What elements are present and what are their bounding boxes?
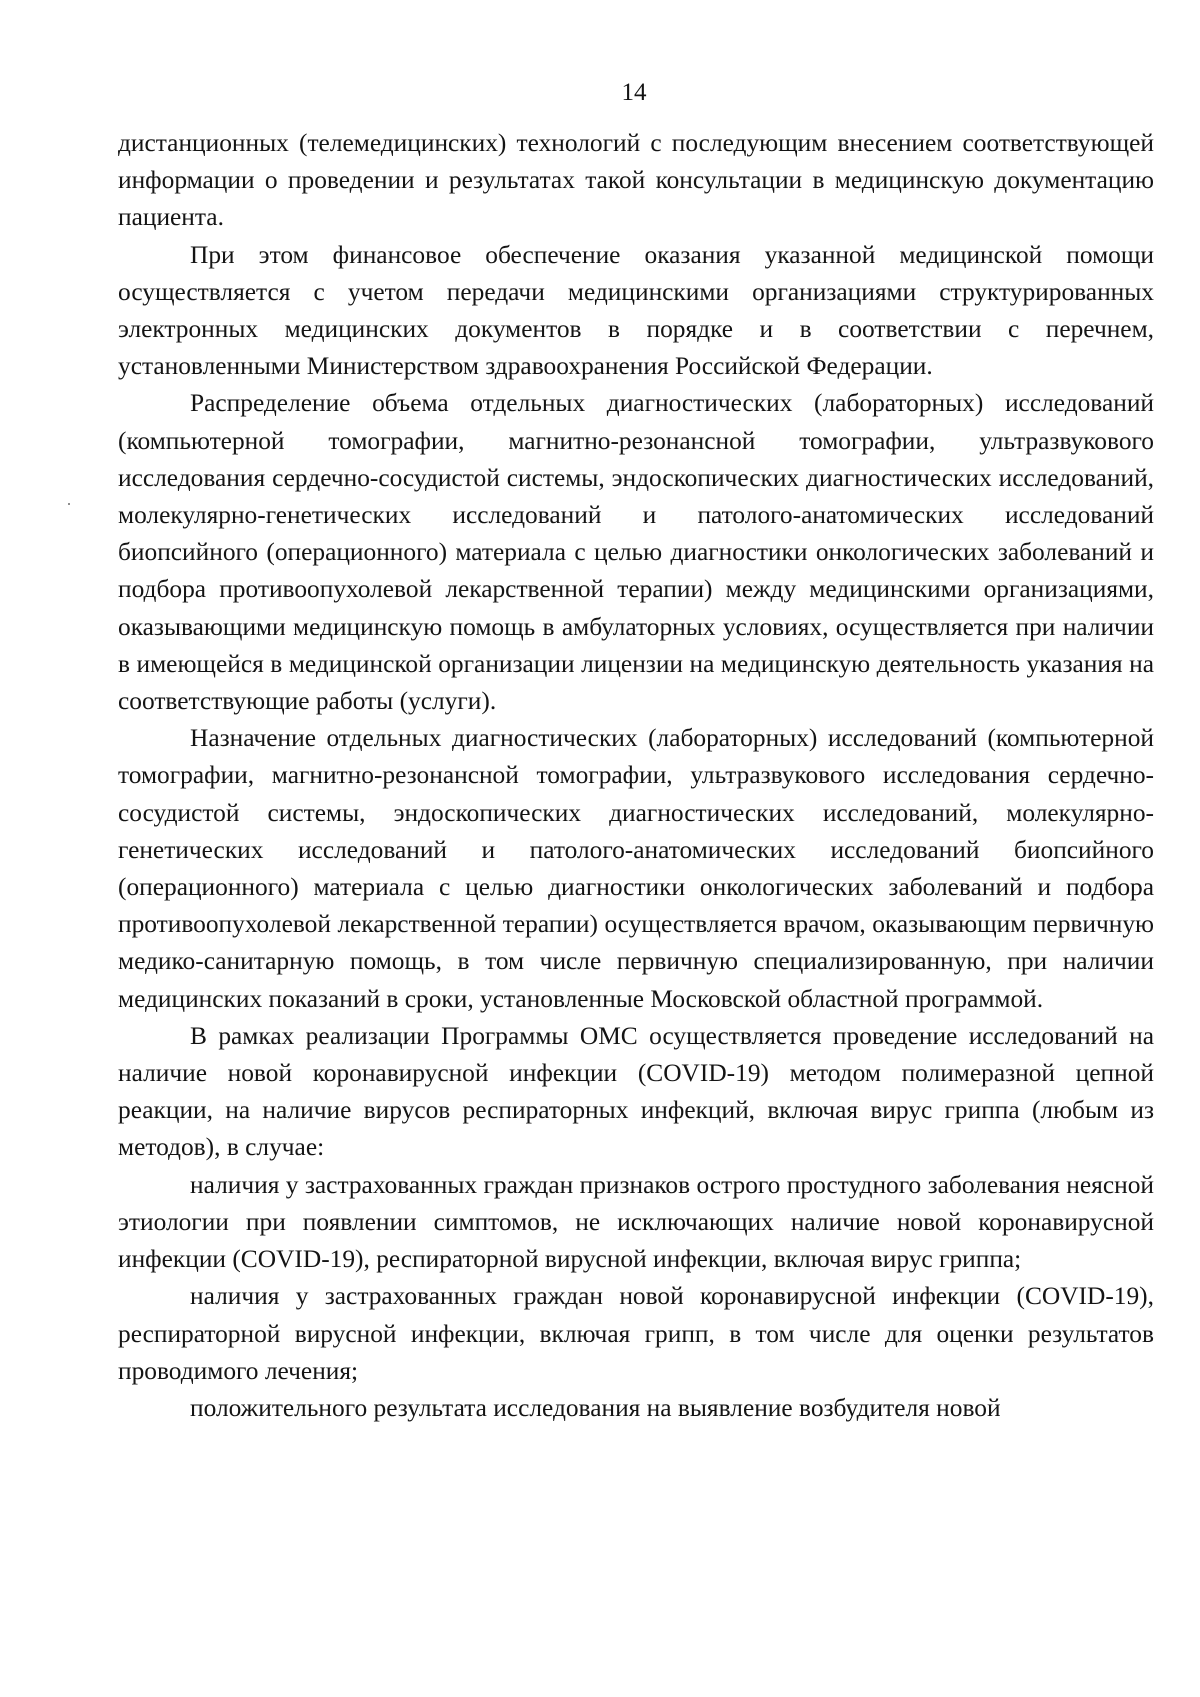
- list-item-infection: наличия у застрахованных граждан новой коронавирусной инфекции (COVID-19), респираторной вирусной инфекции, включая грипп, в том числе для оценки результатов проводимого лечения;: [118, 1282, 1154, 1385]
- list-item-positive-result: положительного результата исследования на выявление возбудителя новой: [190, 1393, 1001, 1422]
- document-body: [118, 125, 1154, 1427]
- scan-artifact-dot: [68, 503, 70, 505]
- paragraph-covid-testing: В рамках реализации Программы ОМС осуществляется проведение исследований на наличие новой коронавирусной инфекции (COVID-19) методом полимеразной цепной реакции, на наличие вирусов респираторных инфекций, включая вирус гриппа (любым из методов), в случае:: [118, 1021, 1154, 1162]
- page-number: 14: [621, 79, 647, 106]
- paragraph-distribution: Распределение объема отдельных диагностических (лабораторных) исследований (компьютерной томографии, магнитно-резонансной томографии, ультразвукового исследования сердечно-сосудистой системы, эндоскопических диагностических исследований, молекулярно-генетических исследований и патолого-анатомических исследований биопсийного (операционного) материала с целью диагностики онкологических заболеваний и подбора противоопухолевой лекарственной терапии) между медицинскими организациями, оказывающими медицинскую помощь в амбулаторных условиях, осуществляется при наличии в имеющейся в медицинской организации лицензии на медицинскую деятельность указания на соответствующие работы (услуги).: [118, 389, 1154, 716]
- paragraph-financing: При этом финансовое обеспечение оказания указанной медицинской помощи осуществляется с учетом передачи медицинскими организациями структурированных электронных медицинских документов в порядке и в соответствии с перечнем, установленными Министерством здравоохранения Российской Федерации.: [118, 240, 1154, 381]
- list-item-symptoms: наличия у застрахованных граждан признаков острого простудного заболевания неясной этиологии при появлении симптомов, не исключающих наличие новой коронавирусной инфекции (COVID-19), респираторной вирусной инфекции, включая вирус гриппа;: [118, 1170, 1154, 1274]
- paragraph-continuation: дистанционных (телемедицинских) технологий с последующим внесением соответствующей информации о проведении и результатах такой консультации в медицинскую документацию пациента.: [118, 129, 1154, 232]
- paragraph-prescription: Назначение отдельных диагностических (лабораторных) исследований (компьютерной томографии, магнитно-резонансной томографии, ультразвукового исследования сердечно-сосудистой системы, эндоскопических диагностических исследований, молекулярно-генетических исследований и патолого-анатомических исследований биопсийного (операционного) материала с целью диагностики онкологических заболеваний и подбора противоопухолевой лекарственной терапии) осуществляется врачом, оказывающим первичную медико-санитарную помощь, в том числе первичную специализированную, при наличии медицинских показаний в сроки, установленные Московской областной программой.: [118, 724, 1154, 1013]
